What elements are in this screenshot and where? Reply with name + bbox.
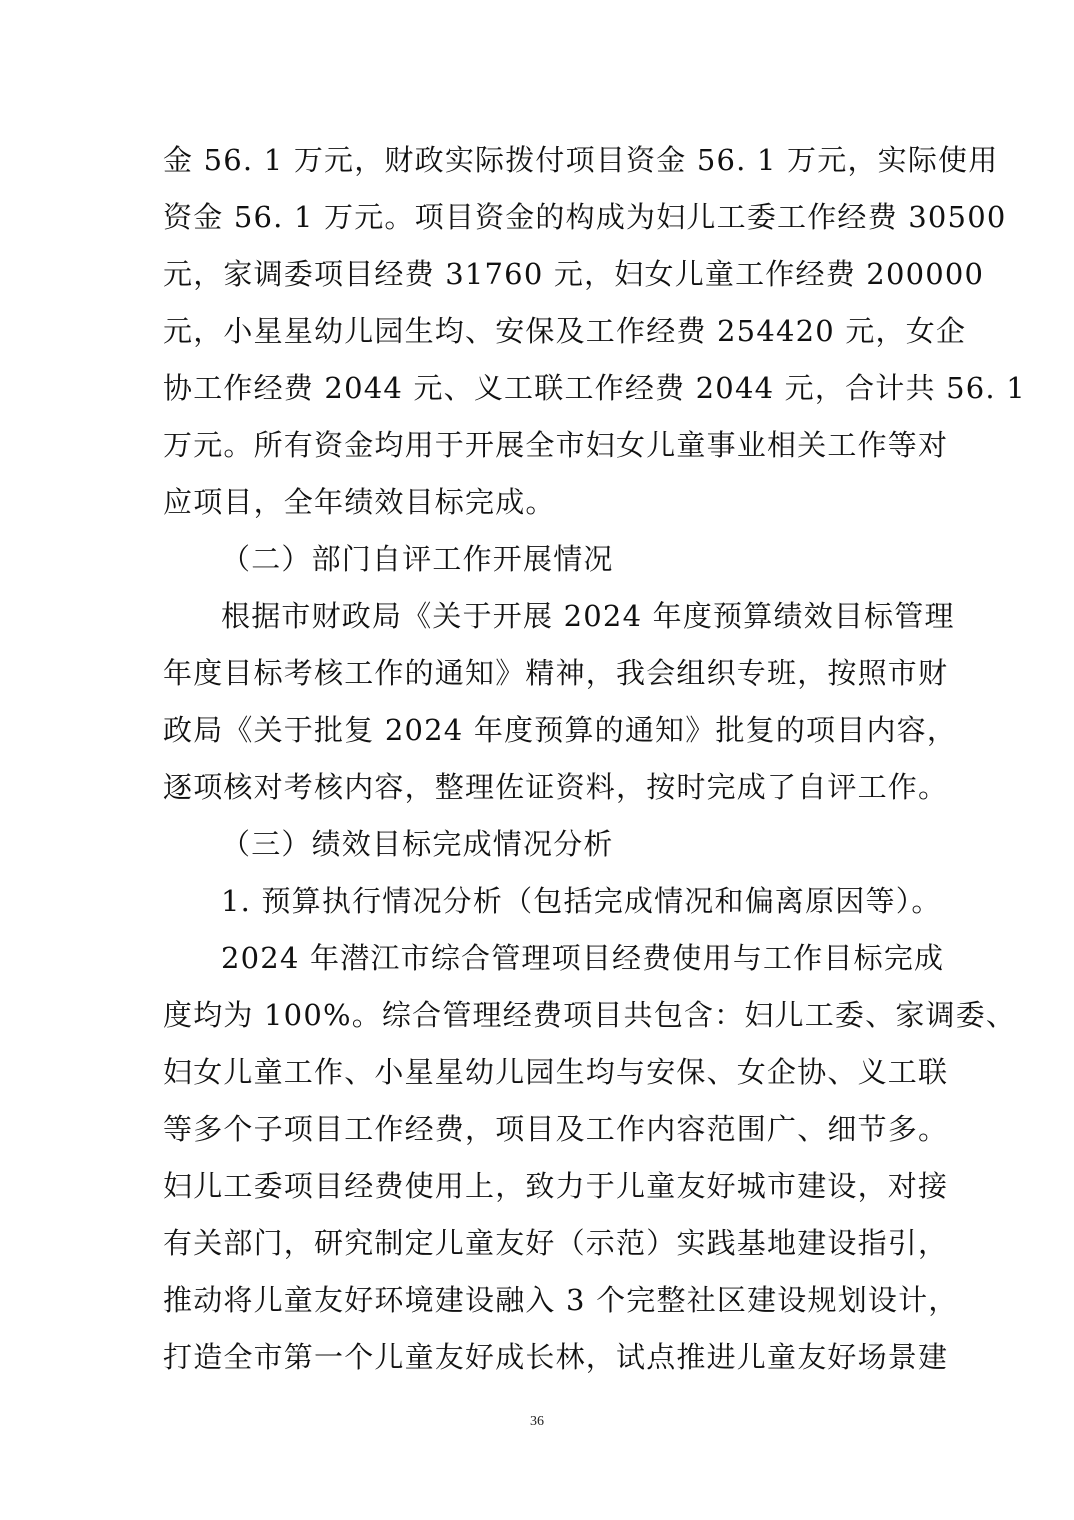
body-text-line: 资金 56. 1 万元。项目资金的构成为妇儿工委工作经费 30500 [163,200,1007,234]
page-number: 36 [530,1414,544,1429]
subsection-heading: 1. 预算执行情况分析（包括完成情况和偏离原因等）。 [221,884,942,918]
body-text-line: 金 56. 1 万元，财政实际拨付项目资金 56. 1 万元，实际使用 [163,143,999,177]
body-text-line: 应项目，全年绩效目标完成。 [163,485,556,519]
body-text-line: 度均为 100%。综合管理经费项目共包含：妇儿工委、家调委、 [163,998,1017,1032]
body-text-line: 逐项核对考核内容，整理佐证资料，按时完成了自评工作。 [163,770,949,804]
body-text-line: 有关部门，研究制定儿童友好（示范）实践基地建设指引， [163,1226,949,1260]
body-text-line: 元，小星星幼儿园生均、安保及工作经费 254420 元，女企 [163,314,967,348]
body-text-line: 推动将儿童友好环境建设融入 3 个完整社区建设规划设计， [163,1283,959,1317]
body-text-line: 打造全市第一个儿童友好成长林，试点推进儿童友好场景建 [163,1340,949,1374]
body-text-line: 等多个子项目工作经费，项目及工作内容范围广、细节多。 [163,1112,949,1146]
body-text-line: 政局《关于批复 2024 年度预算的通知》批复的项目内容， [163,713,958,747]
body-text-line: 年度目标考核工作的通知》精神，我会组织专班，按照市财 [163,656,949,690]
body-text-line: 协工作经费 2044 元、义工联工作经费 2044 元，合计共 56. 1 [163,371,1026,405]
body-text-line: 妇儿工委项目经费使用上，致力于儿童友好城市建设，对接 [163,1169,949,1203]
paragraph-first-line: 2024 年潜江市综合管理项目经费使用与工作目标完成 [221,941,945,975]
body-text-line: 万元。所有资金均用于开展全市妇女儿童事业相关工作等对 [163,428,949,462]
paragraph-first-line: 根据市财政局《关于开展 2024 年度预算绩效目标管理 [221,599,955,633]
body-text-line: 妇女儿童工作、小星星幼儿园生均与安保、女企协、义工联 [163,1055,949,1089]
body-text-line: 元，家调委项目经费 31760 元，妇女儿童工作经费 200000 [163,257,985,291]
section-heading: （三）绩效目标完成情况分析 [221,827,614,861]
section-heading: （二）部门自评工作开展情况 [221,542,614,576]
